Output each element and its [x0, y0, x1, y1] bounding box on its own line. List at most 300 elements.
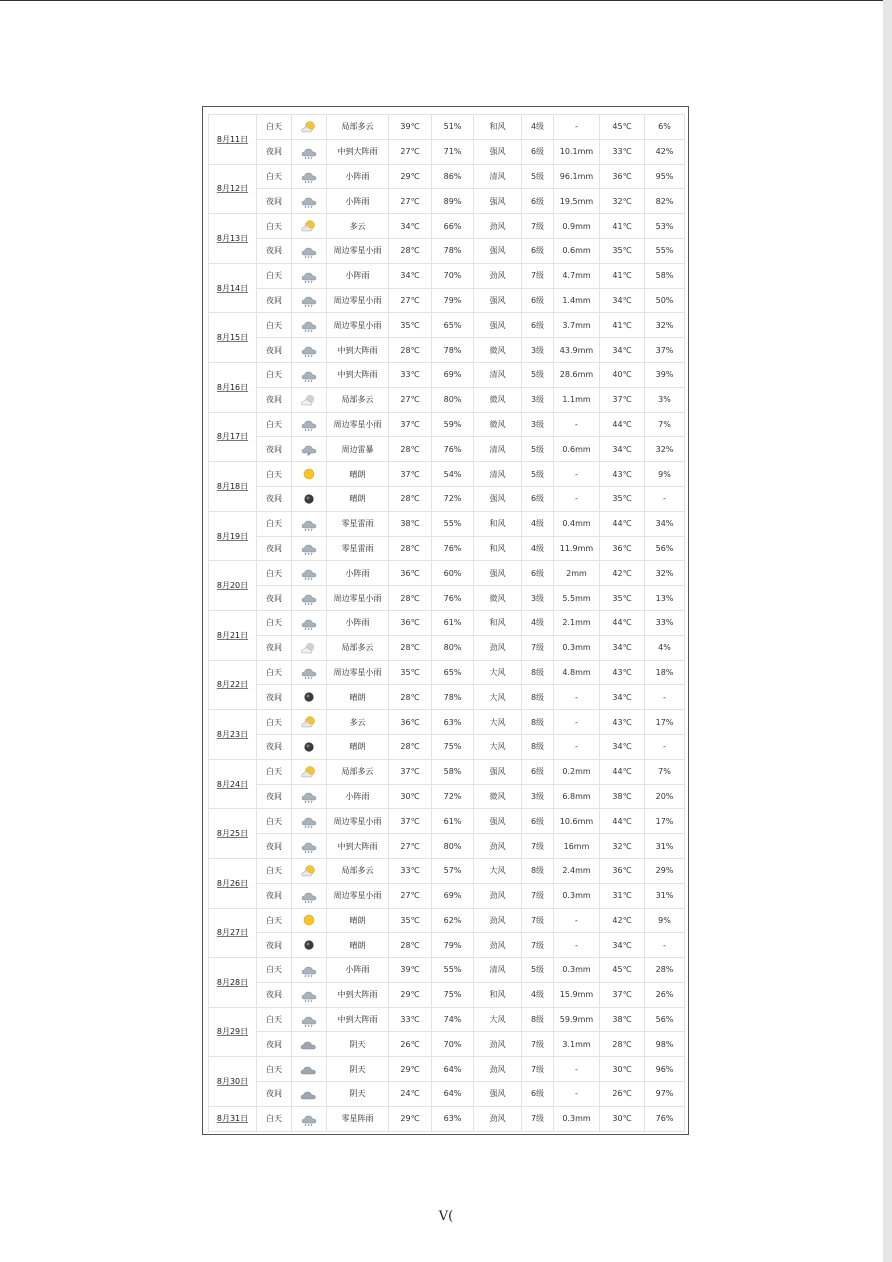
wind-direction-cell: 劲风 — [474, 1057, 522, 1082]
weather-icon-cell — [292, 115, 327, 140]
wind-direction-cell: 微风 — [474, 412, 522, 437]
wind-direction-cell: 微风 — [474, 586, 522, 611]
weather-condition-cell: 零星阵雨 — [327, 1106, 389, 1131]
temperature-cell: 28℃ — [389, 338, 432, 363]
table-row — [209, 858, 685, 883]
humidity-cell: 72% — [432, 486, 474, 511]
wind-direction-cell: 清风 — [474, 164, 522, 189]
humidity-cell: 65% — [432, 660, 474, 685]
wind-direction-cell: 清风 — [474, 437, 522, 462]
moon-icon — [300, 938, 318, 952]
date-cell[interactable]: 8月19日 — [209, 511, 257, 561]
weather-condition-cell: 零星雷雨 — [327, 511, 389, 536]
wind-direction-cell: 大风 — [474, 858, 522, 883]
table-row — [209, 288, 685, 313]
weather-icon-cell — [292, 908, 327, 933]
wind-level-cell: 4级 — [522, 536, 554, 561]
wind-level-cell: 4级 — [522, 982, 554, 1007]
precipitation-cell: 2mm — [554, 561, 600, 586]
table-row — [209, 536, 685, 561]
weather-icon-cell — [292, 139, 327, 164]
table-row — [209, 759, 685, 784]
humidity-cell: 80% — [432, 834, 474, 859]
partly-cloudy-day-icon — [300, 864, 318, 878]
feels-like-cell: 38℃ — [600, 1007, 645, 1032]
wind-level-cell: 5级 — [522, 164, 554, 189]
wind-direction-cell: 劲风 — [474, 263, 522, 288]
precipitation-cell: 4.7mm — [554, 263, 600, 288]
rain-icon — [300, 145, 318, 159]
table-row — [209, 1057, 685, 1082]
precipitation-cell: - — [554, 1057, 600, 1082]
humidity-cell: 80% — [432, 387, 474, 412]
weather-icon-cell — [292, 561, 327, 586]
period-cell: 夜间 — [257, 238, 292, 263]
table-row — [209, 437, 685, 462]
weather-table-body — [209, 115, 685, 1132]
precip-chance-cell: 7% — [645, 412, 685, 437]
feels-like-cell: 41℃ — [600, 214, 645, 239]
feels-like-cell: 32℃ — [600, 834, 645, 859]
period-cell: 夜间 — [257, 685, 292, 710]
period-cell: 夜间 — [257, 734, 292, 759]
table-row — [209, 908, 685, 933]
temperature-cell: 39℃ — [389, 115, 432, 140]
date-cell[interactable]: 8月12日 — [209, 164, 257, 214]
precipitation-cell: - — [554, 933, 600, 958]
wind-direction-cell: 劲风 — [474, 883, 522, 908]
temperature-cell: 27℃ — [389, 387, 432, 412]
precipitation-cell: 3.1mm — [554, 1032, 600, 1057]
rain-icon — [300, 194, 318, 208]
wind-level-cell: 8级 — [522, 710, 554, 735]
weather-condition-cell: 中到大阵雨 — [327, 338, 389, 363]
period-cell: 白天 — [257, 660, 292, 685]
temperature-cell: 33℃ — [389, 1007, 432, 1032]
humidity-cell: 57% — [432, 858, 474, 883]
wind-level-cell: 7级 — [522, 1106, 554, 1131]
table-row — [209, 1032, 685, 1057]
table-row — [209, 139, 685, 164]
weather-condition-cell: 阴天 — [327, 1032, 389, 1057]
weather-icon-cell — [292, 511, 327, 536]
humidity-cell: 64% — [432, 1057, 474, 1082]
weather-icon-cell — [292, 1007, 327, 1032]
wind-level-cell: 5级 — [522, 958, 554, 983]
period-cell: 白天 — [257, 958, 292, 983]
precipitation-cell: 0.3mm — [554, 635, 600, 660]
wind-direction-cell: 和风 — [474, 536, 522, 561]
table-row — [209, 313, 685, 338]
precip-chance-cell: 42% — [645, 139, 685, 164]
weather-condition-cell: 小阵雨 — [327, 610, 389, 635]
feels-like-cell: 36℃ — [600, 858, 645, 883]
weather-icon-cell — [292, 635, 327, 660]
temperature-cell: 28℃ — [389, 734, 432, 759]
table-row — [209, 511, 685, 536]
table-row — [209, 734, 685, 759]
period-cell: 夜间 — [257, 1082, 292, 1107]
date-cell[interactable]: 8月20日 — [209, 561, 257, 611]
precipitation-cell: 0.3mm — [554, 883, 600, 908]
precip-chance-cell: 53% — [645, 214, 685, 239]
wind-direction-cell: 强风 — [474, 238, 522, 263]
feels-like-cell: 35℃ — [600, 486, 645, 511]
precipitation-cell: - — [554, 908, 600, 933]
feels-like-cell: 33℃ — [600, 139, 645, 164]
feels-like-cell: 34℃ — [600, 288, 645, 313]
precipitation-cell: 0.4mm — [554, 511, 600, 536]
humidity-cell: 64% — [432, 1082, 474, 1107]
period-cell: 白天 — [257, 214, 292, 239]
rain-icon — [300, 244, 318, 258]
weather-condition-cell: 局部多云 — [327, 635, 389, 660]
precipitation-cell: 2.1mm — [554, 610, 600, 635]
rain-icon — [300, 318, 318, 332]
temperature-cell: 38℃ — [389, 511, 432, 536]
wind-direction-cell: 强风 — [474, 486, 522, 511]
precipitation-cell: 0.6mm — [554, 437, 600, 462]
precipitation-cell: 28.6mm — [554, 362, 600, 387]
wind-level-cell: 6级 — [522, 486, 554, 511]
weather-condition-cell: 周边零星小雨 — [327, 809, 389, 834]
precipitation-cell: 10.6mm — [554, 809, 600, 834]
table-row — [209, 486, 685, 511]
humidity-cell: 59% — [432, 412, 474, 437]
weather-icon-cell — [292, 462, 327, 487]
date-cell[interactable]: 8月22日 — [209, 660, 257, 710]
feels-like-cell: 45℃ — [600, 115, 645, 140]
precipitation-cell: 19.5mm — [554, 189, 600, 214]
weather-icon-cell — [292, 858, 327, 883]
date-cell[interactable]: 8月18日 — [209, 462, 257, 512]
period-cell: 白天 — [257, 362, 292, 387]
wind-level-cell: 7级 — [522, 1057, 554, 1082]
precip-chance-cell: 32% — [645, 313, 685, 338]
wind-direction-cell: 劲风 — [474, 933, 522, 958]
feels-like-cell: 43℃ — [600, 462, 645, 487]
date-cell[interactable]: 8月25日 — [209, 809, 257, 859]
wind-direction-cell: 微风 — [474, 387, 522, 412]
table-row — [209, 462, 685, 487]
feels-like-cell: 34℃ — [600, 338, 645, 363]
weather-icon-cell — [292, 338, 327, 363]
wind-level-cell: 3级 — [522, 387, 554, 412]
weather-icon-cell — [292, 834, 327, 859]
feels-like-cell: 30℃ — [600, 1057, 645, 1082]
weather-icon-cell — [292, 412, 327, 437]
date-cell[interactable]: 8月13日 — [209, 214, 257, 264]
date-cell[interactable]: 8月23日 — [209, 710, 257, 760]
rain-icon — [300, 566, 318, 580]
feels-like-cell: 42℃ — [600, 908, 645, 933]
period-cell: 白天 — [257, 511, 292, 536]
wind-level-cell: 5级 — [522, 437, 554, 462]
period-cell: 夜间 — [257, 635, 292, 660]
precip-chance-cell: - — [645, 734, 685, 759]
feels-like-cell: 35℃ — [600, 586, 645, 611]
date-cell[interactable]: 8月30日 — [209, 1057, 257, 1107]
humidity-cell: 89% — [432, 189, 474, 214]
overcast-icon — [300, 1037, 318, 1051]
weather-icon-cell — [292, 759, 327, 784]
table-row — [209, 809, 685, 834]
temperature-cell: 27℃ — [389, 288, 432, 313]
partly-cloudy-day-icon — [300, 120, 318, 134]
feels-like-cell: 34℃ — [600, 734, 645, 759]
period-cell: 夜间 — [257, 338, 292, 363]
temperature-cell: 34℃ — [389, 214, 432, 239]
date-cell[interactable]: 8月17日 — [209, 412, 257, 462]
humidity-cell: 66% — [432, 214, 474, 239]
period-cell: 白天 — [257, 561, 292, 586]
humidity-cell: 63% — [432, 1106, 474, 1131]
partly-cloudy-night-icon — [300, 641, 318, 655]
wind-direction-cell: 大风 — [474, 710, 522, 735]
wind-level-cell: 8级 — [522, 1007, 554, 1032]
weather-icon-cell — [292, 164, 327, 189]
rain-icon — [300, 1013, 318, 1027]
date-cell[interactable]: 8月15日 — [209, 313, 257, 363]
weather-icon-cell — [292, 313, 327, 338]
temperature-cell: 36℃ — [389, 610, 432, 635]
feels-like-cell: 26℃ — [600, 1082, 645, 1107]
wind-level-cell: 4级 — [522, 115, 554, 140]
weather-icon-cell — [292, 685, 327, 710]
weather-icon-cell — [292, 1082, 327, 1107]
feels-like-cell: 44℃ — [600, 511, 645, 536]
temperature-cell: 36℃ — [389, 710, 432, 735]
weather-condition-cell: 晴朗 — [327, 933, 389, 958]
precip-chance-cell: 56% — [645, 536, 685, 561]
top-border-line — [0, 0, 892, 1]
rain-icon — [300, 616, 318, 630]
period-cell: 白天 — [257, 263, 292, 288]
date-cell[interactable]: 8月14日 — [209, 263, 257, 313]
date-cell[interactable]: 8月11日 — [209, 115, 257, 165]
date-cell[interactable]: 8月27日 — [209, 908, 257, 958]
feels-like-cell: 34℃ — [600, 437, 645, 462]
wind-direction-cell: 强风 — [474, 759, 522, 784]
feels-like-cell: 28℃ — [600, 1032, 645, 1057]
moon-icon — [300, 492, 318, 506]
humidity-cell: 69% — [432, 883, 474, 908]
temperature-cell: 37℃ — [389, 759, 432, 784]
feels-like-cell: 44℃ — [600, 412, 645, 437]
weather-condition-cell: 局部多云 — [327, 387, 389, 412]
wind-level-cell: 7级 — [522, 834, 554, 859]
weather-condition-cell: 小阵雨 — [327, 189, 389, 214]
wind-level-cell: 3级 — [522, 784, 554, 809]
temperature-cell: 30℃ — [389, 784, 432, 809]
wind-direction-cell: 劲风 — [474, 834, 522, 859]
temperature-cell: 24℃ — [389, 1082, 432, 1107]
wind-level-cell: 6级 — [522, 238, 554, 263]
wind-level-cell: 7级 — [522, 214, 554, 239]
temperature-cell: 33℃ — [389, 362, 432, 387]
date-cell[interactable]: 8月24日 — [209, 759, 257, 809]
feels-like-cell: 44℃ — [600, 809, 645, 834]
table-row — [209, 1007, 685, 1032]
feels-like-cell: 30℃ — [600, 1106, 645, 1131]
humidity-cell: 79% — [432, 933, 474, 958]
precip-chance-cell: 37% — [645, 338, 685, 363]
precip-chance-cell: 32% — [645, 437, 685, 462]
precip-chance-cell: 55% — [645, 238, 685, 263]
rain-icon — [300, 541, 318, 555]
wind-level-cell: 7级 — [522, 933, 554, 958]
temperature-cell: 28℃ — [389, 685, 432, 710]
table-row — [209, 1106, 685, 1131]
rain-icon — [300, 269, 318, 283]
table-row — [209, 362, 685, 387]
wind-level-cell: 5级 — [522, 362, 554, 387]
humidity-cell: 61% — [432, 809, 474, 834]
precipitation-cell: - — [554, 412, 600, 437]
wind-direction-cell: 大风 — [474, 660, 522, 685]
weather-condition-cell: 周边零星小雨 — [327, 660, 389, 685]
precipitation-cell: 15.9mm — [554, 982, 600, 1007]
table-row — [209, 784, 685, 809]
date-cell[interactable]: 8月28日 — [209, 958, 257, 1008]
weather-icon-cell — [292, 1106, 327, 1131]
weather-condition-cell: 中到大阵雨 — [327, 834, 389, 859]
rain-icon — [300, 517, 318, 531]
wind-direction-cell: 劲风 — [474, 1106, 522, 1131]
weather-condition-cell: 局部多云 — [327, 858, 389, 883]
rain-icon — [300, 789, 318, 803]
precipitation-cell: 43.9mm — [554, 338, 600, 363]
period-cell: 夜间 — [257, 536, 292, 561]
table-row — [209, 958, 685, 983]
precipitation-cell: 6.8mm — [554, 784, 600, 809]
humidity-cell: 54% — [432, 462, 474, 487]
wind-level-cell: 6级 — [522, 561, 554, 586]
precipitation-cell: 0.3mm — [554, 958, 600, 983]
precipitation-cell: - — [554, 462, 600, 487]
humidity-cell: 72% — [432, 784, 474, 809]
feels-like-cell: 37℃ — [600, 982, 645, 1007]
wind-direction-cell: 劲风 — [474, 1032, 522, 1057]
table-row — [209, 660, 685, 685]
wind-level-cell: 8级 — [522, 685, 554, 710]
precip-chance-cell: 9% — [645, 462, 685, 487]
precipitation-cell: 10.1mm — [554, 139, 600, 164]
rain-icon — [300, 839, 318, 853]
page-edge-strip — [883, 0, 892, 1262]
overcast-icon — [300, 1062, 318, 1076]
wind-level-cell: 8级 — [522, 858, 554, 883]
humidity-cell: 55% — [432, 958, 474, 983]
weather-condition-cell: 中到大阵雨 — [327, 1007, 389, 1032]
feels-like-cell: 40℃ — [600, 362, 645, 387]
period-cell: 白天 — [257, 164, 292, 189]
precipitation-cell: 4.8mm — [554, 660, 600, 685]
wind-direction-cell: 强风 — [474, 288, 522, 313]
wind-direction-cell: 强风 — [474, 139, 522, 164]
table-row — [209, 710, 685, 735]
precip-chance-cell: 39% — [645, 362, 685, 387]
weather-condition-cell: 周边零星小雨 — [327, 313, 389, 338]
period-cell: 白天 — [257, 610, 292, 635]
date-cell[interactable]: 8月31日 — [209, 1106, 257, 1131]
period-cell: 夜间 — [257, 586, 292, 611]
precip-chance-cell: 76% — [645, 1106, 685, 1131]
period-cell: 白天 — [257, 710, 292, 735]
feels-like-cell: 43℃ — [600, 710, 645, 735]
humidity-cell: 60% — [432, 561, 474, 586]
table-row — [209, 586, 685, 611]
period-cell: 夜间 — [257, 784, 292, 809]
period-cell: 夜间 — [257, 982, 292, 1007]
precip-chance-cell: 82% — [645, 189, 685, 214]
period-cell: 白天 — [257, 1057, 292, 1082]
period-cell: 白天 — [257, 908, 292, 933]
precip-chance-cell: 13% — [645, 586, 685, 611]
precipitation-cell: 0.6mm — [554, 238, 600, 263]
weather-icon-cell — [292, 958, 327, 983]
table-row — [209, 883, 685, 908]
table-row — [209, 834, 685, 859]
weather-icon-cell — [292, 933, 327, 958]
temperature-cell: 29℃ — [389, 1057, 432, 1082]
date-cell[interactable]: 8月21日 — [209, 610, 257, 660]
wind-level-cell: 7级 — [522, 883, 554, 908]
wind-level-cell: 8级 — [522, 660, 554, 685]
weather-icon-cell — [292, 536, 327, 561]
precip-chance-cell: 28% — [645, 958, 685, 983]
precipitation-cell: 1.4mm — [554, 288, 600, 313]
weather-condition-cell: 周边零星小雨 — [327, 586, 389, 611]
wind-direction-cell: 强风 — [474, 561, 522, 586]
overcast-icon — [300, 1087, 318, 1101]
temperature-cell: 27℃ — [389, 189, 432, 214]
precip-chance-cell: 17% — [645, 710, 685, 735]
feels-like-cell: 45℃ — [600, 958, 645, 983]
period-cell: 夜间 — [257, 486, 292, 511]
precipitation-cell: 0.9mm — [554, 214, 600, 239]
weather-condition-cell: 零星雷雨 — [327, 536, 389, 561]
period-cell: 夜间 — [257, 387, 292, 412]
weather-condition-cell: 周边零星小雨 — [327, 238, 389, 263]
feels-like-cell: 36℃ — [600, 536, 645, 561]
precipitation-cell: 0.2mm — [554, 759, 600, 784]
weather-condition-cell: 周边零星小雨 — [327, 883, 389, 908]
period-cell: 白天 — [257, 1007, 292, 1032]
period-cell: 夜间 — [257, 288, 292, 313]
humidity-cell: 69% — [432, 362, 474, 387]
date-cell[interactable]: 8月29日 — [209, 1007, 257, 1057]
temperature-cell: 28℃ — [389, 933, 432, 958]
wind-level-cell: 6级 — [522, 189, 554, 214]
precipitation-cell: - — [554, 486, 600, 511]
humidity-cell: 86% — [432, 164, 474, 189]
wind-level-cell: 5级 — [522, 462, 554, 487]
temperature-cell: 26℃ — [389, 1032, 432, 1057]
date-cell[interactable]: 8月16日 — [209, 362, 257, 412]
weather-condition-cell: 晴朗 — [327, 462, 389, 487]
weather-condition-cell: 多云 — [327, 710, 389, 735]
date-cell[interactable]: 8月26日 — [209, 858, 257, 908]
weather-condition-cell: 周边零星小雨 — [327, 288, 389, 313]
wind-level-cell: 7级 — [522, 1032, 554, 1057]
period-cell: 白天 — [257, 115, 292, 140]
table-row — [209, 982, 685, 1007]
period-cell: 白天 — [257, 1106, 292, 1131]
weather-icon-cell — [292, 1057, 327, 1082]
rain-icon — [300, 988, 318, 1002]
precip-chance-cell: 95% — [645, 164, 685, 189]
